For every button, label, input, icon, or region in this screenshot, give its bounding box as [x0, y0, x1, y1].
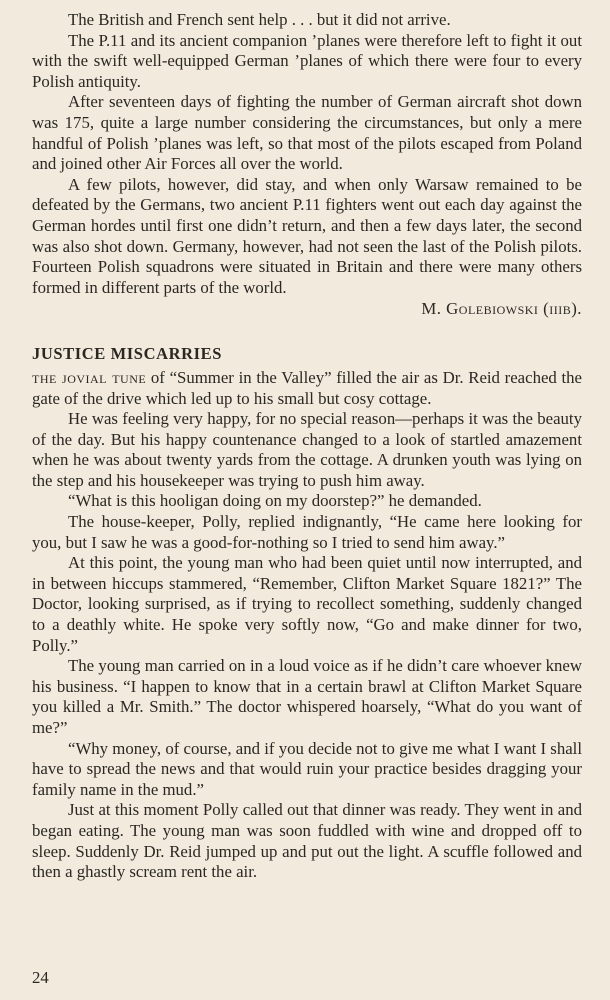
- paragraph-text: of “Summer in the Valley” filled the air as Dr. Reid reached the gate of the drive which led up to his small but cosy cottage.: [32, 367, 582, 408]
- page-number: 24: [32, 968, 49, 987]
- paragraph: “What is this hooligan doing on my doorstep?” he demanded.: [68, 491, 482, 511]
- article-polish-pilots: [32, 10, 582, 320]
- lead-in: the jovial tune: [32, 367, 147, 387]
- paragraph: “Why money, of course, and if you decide not to give me what I want I shall have to spread the news and that would ruin your practice besides dragging your family name in the mud.”: [32, 738, 582, 799]
- page-content: [32, 10, 582, 883]
- paragraph: Just at this moment Polly called out that dinner was ready. They went in and began eating. The young man was soon fuddled with wine and dropped off to sleep. Suddenly Dr. Reid jumped up and put out the light. A scuffle followed and then a ghastly scream rent the air.: [32, 800, 582, 882]
- article-justice-miscarries: [32, 344, 582, 883]
- author-signature: M. Golebiowski (iiib).: [421, 299, 582, 319]
- article-title: JUSTICE MISCARRIES: [32, 343, 223, 363]
- paragraph: The young man carried on in a loud voice as if he didn’t care whoever knew his business. “I happen to know that in a certain brawl at Clifton Market Square you killed a Mr. Smith.” The doctor whispered hoarsely, “What do you want of me?”: [32, 656, 582, 737]
- paragraph: The P.11 and its ancient companion ’planes were therefore left to fight it out with the swift well-equipped German ’planes of which there were four to every Polish antiquity.: [32, 30, 582, 91]
- paragraph: The British and French sent help . . . but it did not arrive.: [68, 10, 451, 29]
- paragraph: A few pilots, however, did stay, and when only Warsaw remained to be defeated by the Germans, two ancient P.11 fighters went out each day against the German hordes until first one didn’t return, and then a few days later, the second was also shot down. Germany, however, had not seen the last of the Polish pilots. Fourteen Polish squadrons were situated in Britain and there were many others formed in different parts of the world.: [32, 174, 582, 297]
- paragraph: He was feeling very happy, for no special reason—perhaps it was the beauty of the day. But his happy countenance changed to a look of startled amazement when he was about twenty yards from the cottage. A drunken youth was lying on the step and his housekeeper was trying to push him away.: [32, 409, 582, 490]
- paragraph: At this point, the young man who had been quiet until now interrupted, and in between hiccups stammered, “Remember, Clifton Market Square 1821?” The Doctor, looking surprised, as if trying to recollect something, suddenly changed to a deathly white. He spoke very softly now, “Go and make dinner for two, Polly.”: [32, 553, 582, 655]
- paragraph: After seventeen days of fighting the number of German aircraft shot down was 175, quite a large number considering the circumstances, but only a mere handful of Polish ’planes was left, so that most of the pilots escaped from Poland and joined other Air Forces all over the world.: [32, 92, 582, 174]
- paragraph: [32, 368, 582, 409]
- paragraph: The house-keeper, Polly, replied indignantly, “He came here looking for you, but I saw he was a good-for-nothing so I tried to send him away.”: [32, 512, 582, 552]
